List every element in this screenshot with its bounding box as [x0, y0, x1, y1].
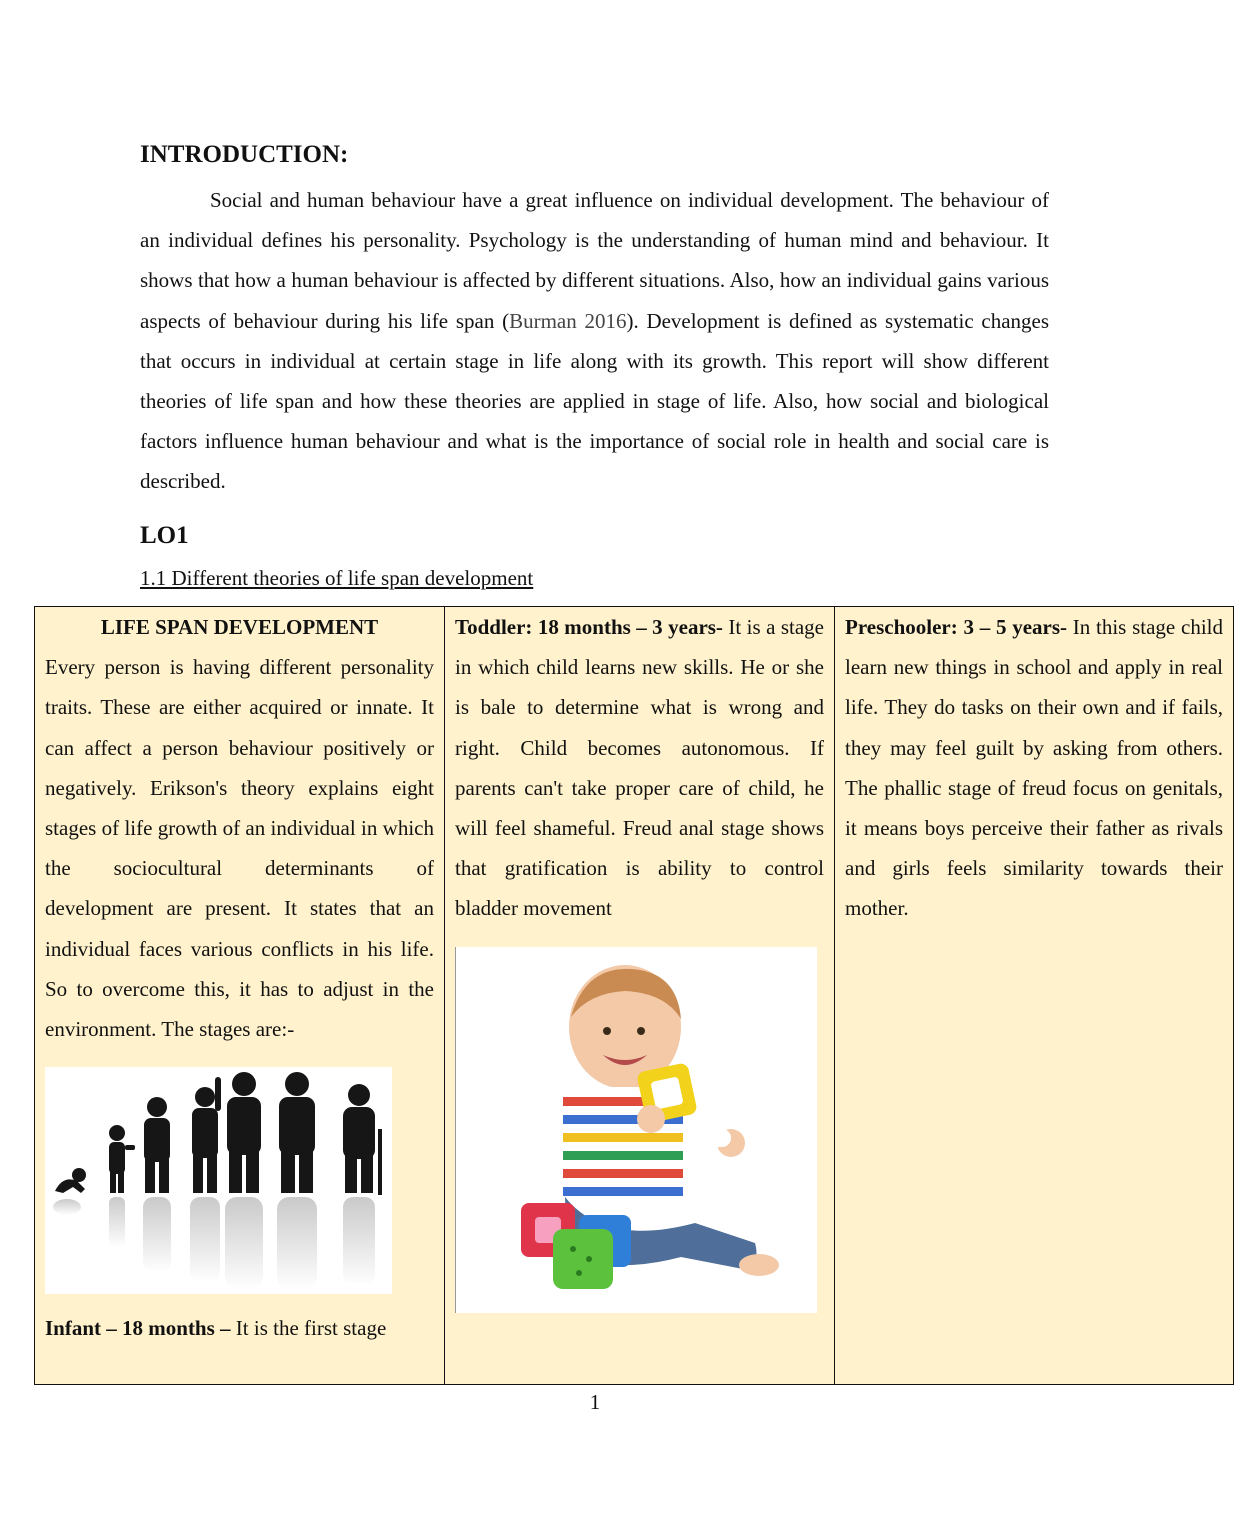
intro-heading: INTRODUCTION: — [140, 141, 349, 168]
intro-text-part1: Social and human behaviour have a great influence on individual development. The behaviour of an individual defines his personality. Psychology is the understanding of human mind and behaviour. It shows that how a human behaviour is affected by different situations. Also, how an individual gains various aspects of behaviour during his life span ( — [140, 188, 1049, 333]
intro-text-part2: ). Development is defined as systematic changes that occurs in individual at certain stage in life along with its growth. This report will show different theories of life span and how these theories are applied in stage of life. Also, how social and biological factors influence human behaviour and what is the importance of social role in health and social care is described. — [140, 308, 1050, 494]
table-cell-preschooler — [834, 606, 1234, 1385]
toddler-paragraph — [455, 607, 824, 929]
citation: Burman 2016 — [509, 308, 627, 333]
page-number: 1 — [589, 1390, 601, 1414]
toddler-text: It is a stage in which child learns new skills. He or she is bale to determine what is wrong and right. Child becomes autonomous. If parents can't take proper care of child, he will feel shameful. Freud anal stage shows that gratification is ability to control bladder movement — [455, 615, 824, 921]
lo1-heading: LO1 — [140, 522, 189, 549]
infant-stage-text: It is the first stage — [230, 1316, 387, 1341]
table-cell-toddler — [444, 606, 835, 1385]
toddler-lead: Toddler: 18 months – 3 years- — [455, 615, 723, 639]
toddler-with-blocks-image — [455, 947, 817, 1313]
cell-body: Every person is having different personality traits. These are either acquired or innate. It can affect a person behaviour positively or negatively. Erikson's theory explains eight stages of life growth of an individual in which the sociocultural determinants of development are present. It states that an individual faces various conflicts in his life. So to overcome this, it has to adjust in the environment. The stages are:- — [45, 655, 434, 1042]
preschooler-lead: Preschooler: 3 – 5 years- — [845, 615, 1068, 639]
table-cell-life-span — [34, 606, 445, 1385]
preschooler-paragraph — [845, 607, 1223, 929]
life-span-table — [34, 606, 1223, 1387]
cell-title: LIFE SPAN DEVELOPMENT — [100, 615, 379, 639]
intro-paragraph — [140, 180, 1049, 502]
infant-stage-lead: Infant – 18 months – — [45, 1316, 231, 1341]
life-stages-silhouette-image — [45, 1067, 392, 1294]
preschooler-text: In this stage child learn new things in school and apply in real life. They do tasks on their own and if fails, they may feel guilt by asking from others. The phallic stage of freud focus on genitals, it means boys perceive their father as rivals and girls feels similarity towards their mother. — [845, 615, 1223, 921]
infant-stage-paragraph — [45, 1308, 434, 1348]
section-subheading: 1.1 Different theories of life span development — [140, 566, 534, 590]
